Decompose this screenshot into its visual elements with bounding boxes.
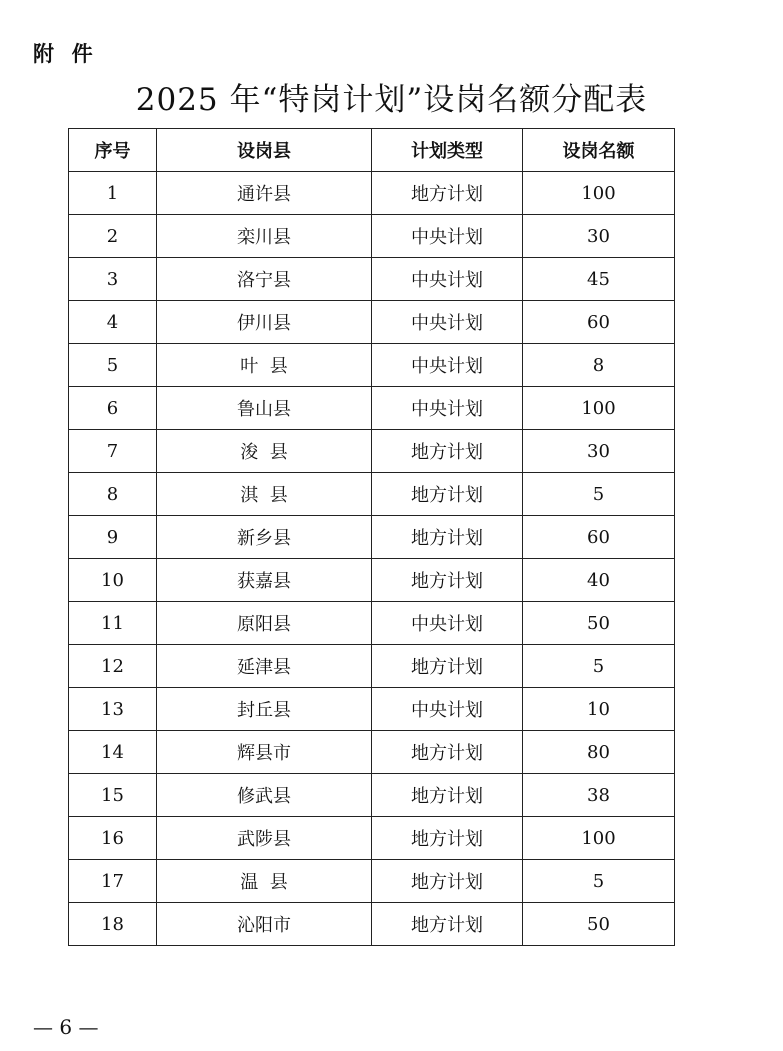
- cell-plan-type: 地方计划: [372, 731, 523, 774]
- cell-serial-number: 18: [69, 903, 157, 946]
- cell-quota: 40: [523, 559, 675, 602]
- cell-plan-type: 地方计划: [372, 817, 523, 860]
- cell-quota: 30: [523, 215, 675, 258]
- document-title: 2025 年“特岗计划”设岗名额分配表: [135, 82, 648, 118]
- cell-serial-number: 8: [69, 473, 157, 516]
- cell-county: 淇 县: [157, 473, 372, 516]
- column-header-county: 设岗县: [157, 129, 372, 172]
- table-row: [69, 301, 675, 344]
- cell-serial-number: 12: [69, 645, 157, 688]
- column-header-quota: 设岗名额: [523, 129, 675, 172]
- cell-county: 新乡县: [157, 516, 372, 559]
- cell-quota: 10: [523, 688, 675, 731]
- table-row: [69, 344, 675, 387]
- table-row: [69, 387, 675, 430]
- cell-plan-type: 中央计划: [372, 344, 523, 387]
- cell-quota: 60: [523, 516, 675, 559]
- cell-county: 温 县: [157, 860, 372, 903]
- table-row: [69, 430, 675, 473]
- cell-plan-type: 地方计划: [372, 172, 523, 215]
- cell-plan-type: 中央计划: [372, 258, 523, 301]
- cell-quota: 100: [523, 387, 675, 430]
- cell-quota: 100: [523, 172, 675, 215]
- cell-plan-type: 地方计划: [372, 774, 523, 817]
- table-row: [69, 645, 675, 688]
- table-row: [69, 559, 675, 602]
- cell-serial-number: 13: [69, 688, 157, 731]
- cell-plan-type: 地方计划: [372, 645, 523, 688]
- table-row: [69, 215, 675, 258]
- cell-quota: 50: [523, 903, 675, 946]
- column-header-serial-number: 序号: [69, 129, 157, 172]
- cell-plan-type: 地方计划: [372, 559, 523, 602]
- table-body: [69, 172, 675, 946]
- cell-serial-number: 1: [69, 172, 157, 215]
- table-header: [69, 129, 675, 172]
- quota-allocation-table: [68, 128, 675, 946]
- table-row: [69, 688, 675, 731]
- page-number: — 6 —: [33, 1015, 99, 1039]
- table-row: [69, 903, 675, 946]
- table-row: [69, 774, 675, 817]
- cell-county: 修武县: [157, 774, 372, 817]
- cell-county: 浚 县: [157, 430, 372, 473]
- cell-county: 延津县: [157, 645, 372, 688]
- cell-quota: 80: [523, 731, 675, 774]
- table-row: [69, 473, 675, 516]
- table-row: [69, 731, 675, 774]
- cell-county: 获嘉县: [157, 559, 372, 602]
- cell-serial-number: 17: [69, 860, 157, 903]
- cell-serial-number: 6: [69, 387, 157, 430]
- table-header-row: [69, 129, 675, 172]
- cell-serial-number: 5: [69, 344, 157, 387]
- cell-serial-number: 15: [69, 774, 157, 817]
- cell-plan-type: 中央计划: [372, 301, 523, 344]
- cell-serial-number: 2: [69, 215, 157, 258]
- table-row: [69, 817, 675, 860]
- attachment-label: 附 件: [33, 42, 94, 66]
- cell-serial-number: 16: [69, 817, 157, 860]
- cell-quota: 45: [523, 258, 675, 301]
- cell-quota: 5: [523, 473, 675, 516]
- cell-quota: 50: [523, 602, 675, 645]
- cell-quota: 8: [523, 344, 675, 387]
- cell-quota: 38: [523, 774, 675, 817]
- cell-quota: 100: [523, 817, 675, 860]
- cell-county: 原阳县: [157, 602, 372, 645]
- cell-county: 栾川县: [157, 215, 372, 258]
- cell-plan-type: 地方计划: [372, 516, 523, 559]
- cell-serial-number: 7: [69, 430, 157, 473]
- cell-plan-type: 中央计划: [372, 387, 523, 430]
- cell-plan-type: 中央计划: [372, 688, 523, 731]
- cell-quota: 5: [523, 645, 675, 688]
- table-row: [69, 860, 675, 903]
- cell-county: 沁阳市: [157, 903, 372, 946]
- cell-county: 洛宁县: [157, 258, 372, 301]
- cell-plan-type: 中央计划: [372, 215, 523, 258]
- cell-quota: 60: [523, 301, 675, 344]
- column-header-plan-type: 计划类型: [372, 129, 523, 172]
- cell-plan-type: 地方计划: [372, 430, 523, 473]
- cell-quota: 30: [523, 430, 675, 473]
- table-row: [69, 516, 675, 559]
- cell-county: 伊川县: [157, 301, 372, 344]
- cell-county: 武陟县: [157, 817, 372, 860]
- cell-plan-type: 地方计划: [372, 473, 523, 516]
- cell-serial-number: 9: [69, 516, 157, 559]
- cell-county: 叶 县: [157, 344, 372, 387]
- cell-plan-type: 地方计划: [372, 860, 523, 903]
- cell-quota: 5: [523, 860, 675, 903]
- cell-serial-number: 10: [69, 559, 157, 602]
- cell-county: 通许县: [157, 172, 372, 215]
- cell-county: 辉县市: [157, 731, 372, 774]
- cell-county: 鲁山县: [157, 387, 372, 430]
- table-row: [69, 258, 675, 301]
- cell-serial-number: 14: [69, 731, 157, 774]
- table-row: [69, 172, 675, 215]
- cell-serial-number: 11: [69, 602, 157, 645]
- table-row: [69, 602, 675, 645]
- cell-serial-number: 4: [69, 301, 157, 344]
- cell-county: 封丘县: [157, 688, 372, 731]
- cell-serial-number: 3: [69, 258, 157, 301]
- cell-plan-type: 中央计划: [372, 602, 523, 645]
- cell-plan-type: 地方计划: [372, 903, 523, 946]
